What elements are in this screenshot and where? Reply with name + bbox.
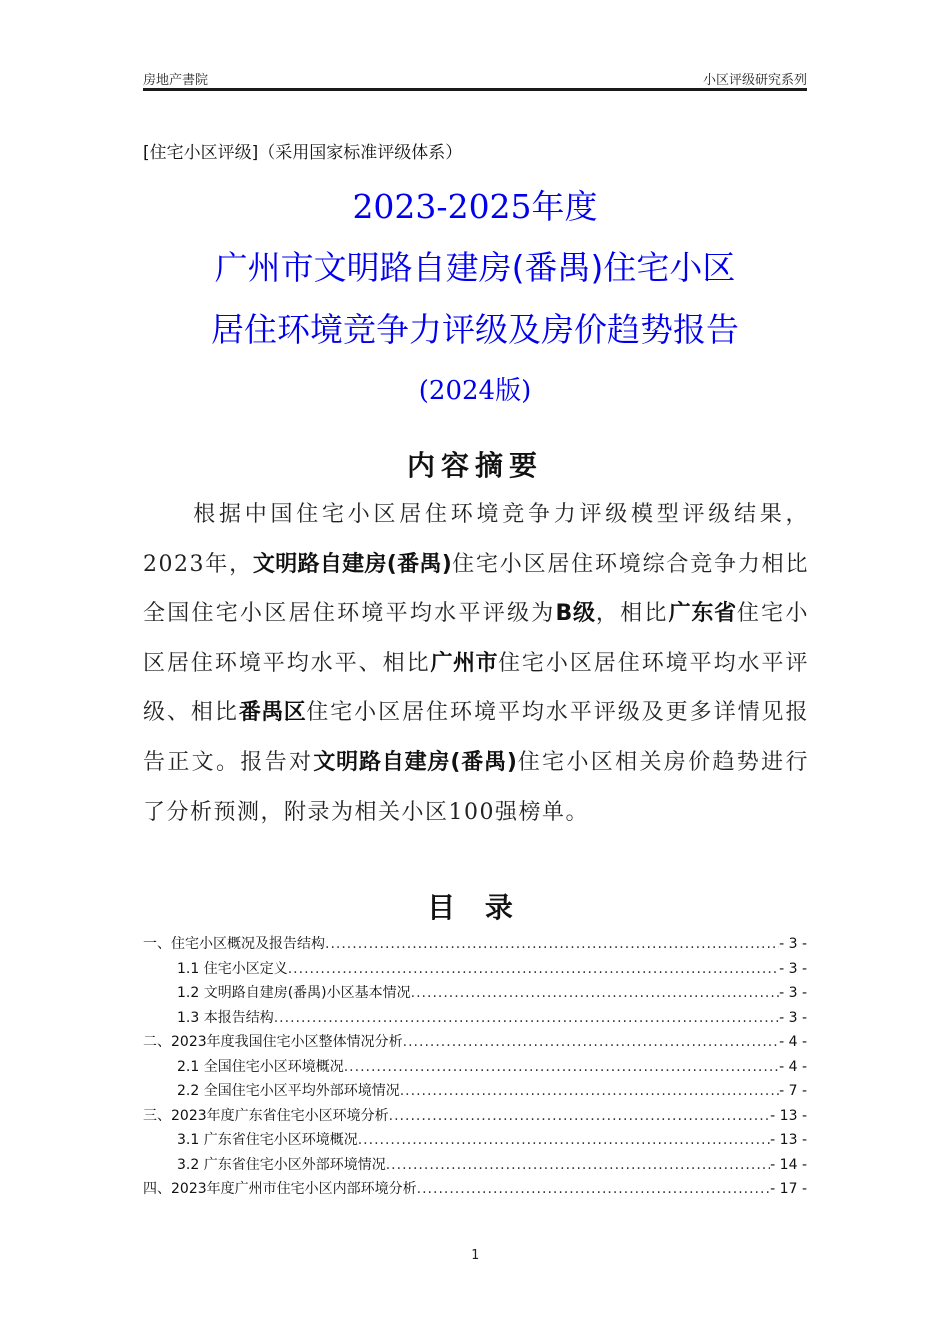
toc-entry[interactable] xyxy=(143,1177,807,1202)
toc-leader xyxy=(403,1030,779,1055)
abstract-seg: 住宅小区居住环境平均水平、相比 xyxy=(143,601,809,676)
header-divider xyxy=(143,88,807,91)
toc-entry[interactable] xyxy=(143,1104,807,1129)
abstract-seg: 住宅小区居住环境平均水平评级及更多详情见报告正文。报告对 xyxy=(143,700,809,775)
toc-entry[interactable] xyxy=(143,1128,807,1153)
abstract-seg-bold: 番禺区 xyxy=(238,700,307,726)
toc-entry-page: - 13 - xyxy=(770,1132,807,1148)
toc-leader xyxy=(389,1104,771,1129)
abstract-seg-bold: 广州市 xyxy=(430,650,498,676)
toc-entry[interactable] xyxy=(143,1079,807,1104)
toc-entry-label: 一、住宅小区概况及报告结构 xyxy=(143,936,325,952)
toc-leader xyxy=(288,957,779,982)
abstract-seg-bold: 广东省 xyxy=(668,601,737,627)
toc-entry-page: - 3 - xyxy=(779,936,807,952)
abstract-seg: 住宅小区居住环境平均水平评级、相比 xyxy=(143,650,809,726)
toc-entry-label: 3.2 广东省住宅小区外部环境情况 xyxy=(177,1156,386,1173)
toc-entry[interactable] xyxy=(143,981,807,1006)
abstract-seg: 住宅小区相关房价趋势进行了分析预测，附录为相关小区100强榜单。 xyxy=(143,749,809,825)
toc-leader xyxy=(358,1128,770,1153)
toc-entry-label: 1.3 本报告结构 xyxy=(177,1009,274,1026)
toc-entry-label: 三、2023年度广东省住宅小区环境分析 xyxy=(143,1107,389,1124)
toc-heading: 目 录 xyxy=(427,891,523,924)
page-number: 1 xyxy=(471,1248,479,1263)
toc-leader xyxy=(400,1079,779,1104)
toc-leader xyxy=(411,981,779,1006)
toc-entry[interactable] xyxy=(143,1006,807,1031)
toc-leader xyxy=(344,1055,779,1080)
toc-entry-label: 1.2 文明路自建房(番禺)小区基本情况 xyxy=(177,985,411,1001)
title-years: 2023-2025年度 xyxy=(352,187,598,226)
toc-entry-page: - 3 - xyxy=(779,960,807,977)
toc-leader xyxy=(325,932,779,957)
toc-entry-label: 2.2 全国住宅小区平均外部环境情况 xyxy=(177,1083,400,1099)
toc-entry-page: - 4 - xyxy=(779,1034,807,1050)
abstract-seg: ，相比 xyxy=(595,601,669,627)
toc-entry[interactable] xyxy=(143,1055,807,1080)
toc-entry[interactable] xyxy=(143,957,807,982)
toc-entry-page: - 13 - xyxy=(770,1107,807,1124)
toc-leader xyxy=(417,1177,771,1202)
toc-entry-page: - 7 - xyxy=(779,1083,807,1099)
toc-entry-label: 二、2023年度我国住宅小区整体情况分析 xyxy=(143,1034,403,1050)
toc-entry-page: - 3 - xyxy=(779,985,807,1001)
toc-entry-label: 1.1 住宅小区定义 xyxy=(177,960,288,977)
abstract-seg-bold: B级 xyxy=(555,601,596,627)
header-publisher: 房地产書院 xyxy=(143,73,209,88)
abstract-seg: 住宅小区居住环境综合竞争力相比全国住宅小区居住环境平均水平评级为 xyxy=(143,551,809,627)
toc-entry[interactable] xyxy=(143,1153,807,1178)
abstract-heading: 内容摘要 xyxy=(406,449,543,482)
page-header xyxy=(143,66,807,88)
title-community: 广州市文明路自建房(番禺)住宅小区 xyxy=(214,248,736,287)
toc-entry-label: 3.1 广东省住宅小区环境概况 xyxy=(177,1132,358,1148)
abstract-seg-bold: 文明路自建房(番禺) xyxy=(313,749,517,775)
abstract-seg: 根据中国住宅小区居住环境竞争力评级模型评级结果，2023年， xyxy=(143,502,809,577)
toc-entry-page: - 17 - xyxy=(770,1181,807,1197)
rating-tag-line: [住宅小区评级]（采用国家标准评级体系） xyxy=(143,143,463,163)
toc-entry[interactable] xyxy=(143,932,807,957)
toc-entry-page: - 4 - xyxy=(779,1058,807,1075)
table-of-contents xyxy=(143,932,807,1202)
header-series: 小区评级研究系列 xyxy=(702,73,807,88)
abstract-body xyxy=(143,490,809,837)
toc-entry-page: - 14 - xyxy=(770,1156,807,1173)
toc-entry-page: - 3 - xyxy=(779,1009,807,1026)
toc-entry-label: 2.1 全国住宅小区环境概况 xyxy=(177,1058,344,1075)
title-edition: (2024版) xyxy=(418,376,532,406)
toc-leader xyxy=(274,1006,779,1031)
toc-leader xyxy=(386,1153,770,1178)
toc-entry-label: 四、2023年度广州市住宅小区内部环境分析 xyxy=(143,1181,417,1197)
toc-entry[interactable] xyxy=(143,1030,807,1055)
abstract-seg-bold: 文明路自建房(番禺) xyxy=(252,551,452,577)
title-report: 居住环境竞争力评级及房价趋势报告 xyxy=(211,310,739,349)
